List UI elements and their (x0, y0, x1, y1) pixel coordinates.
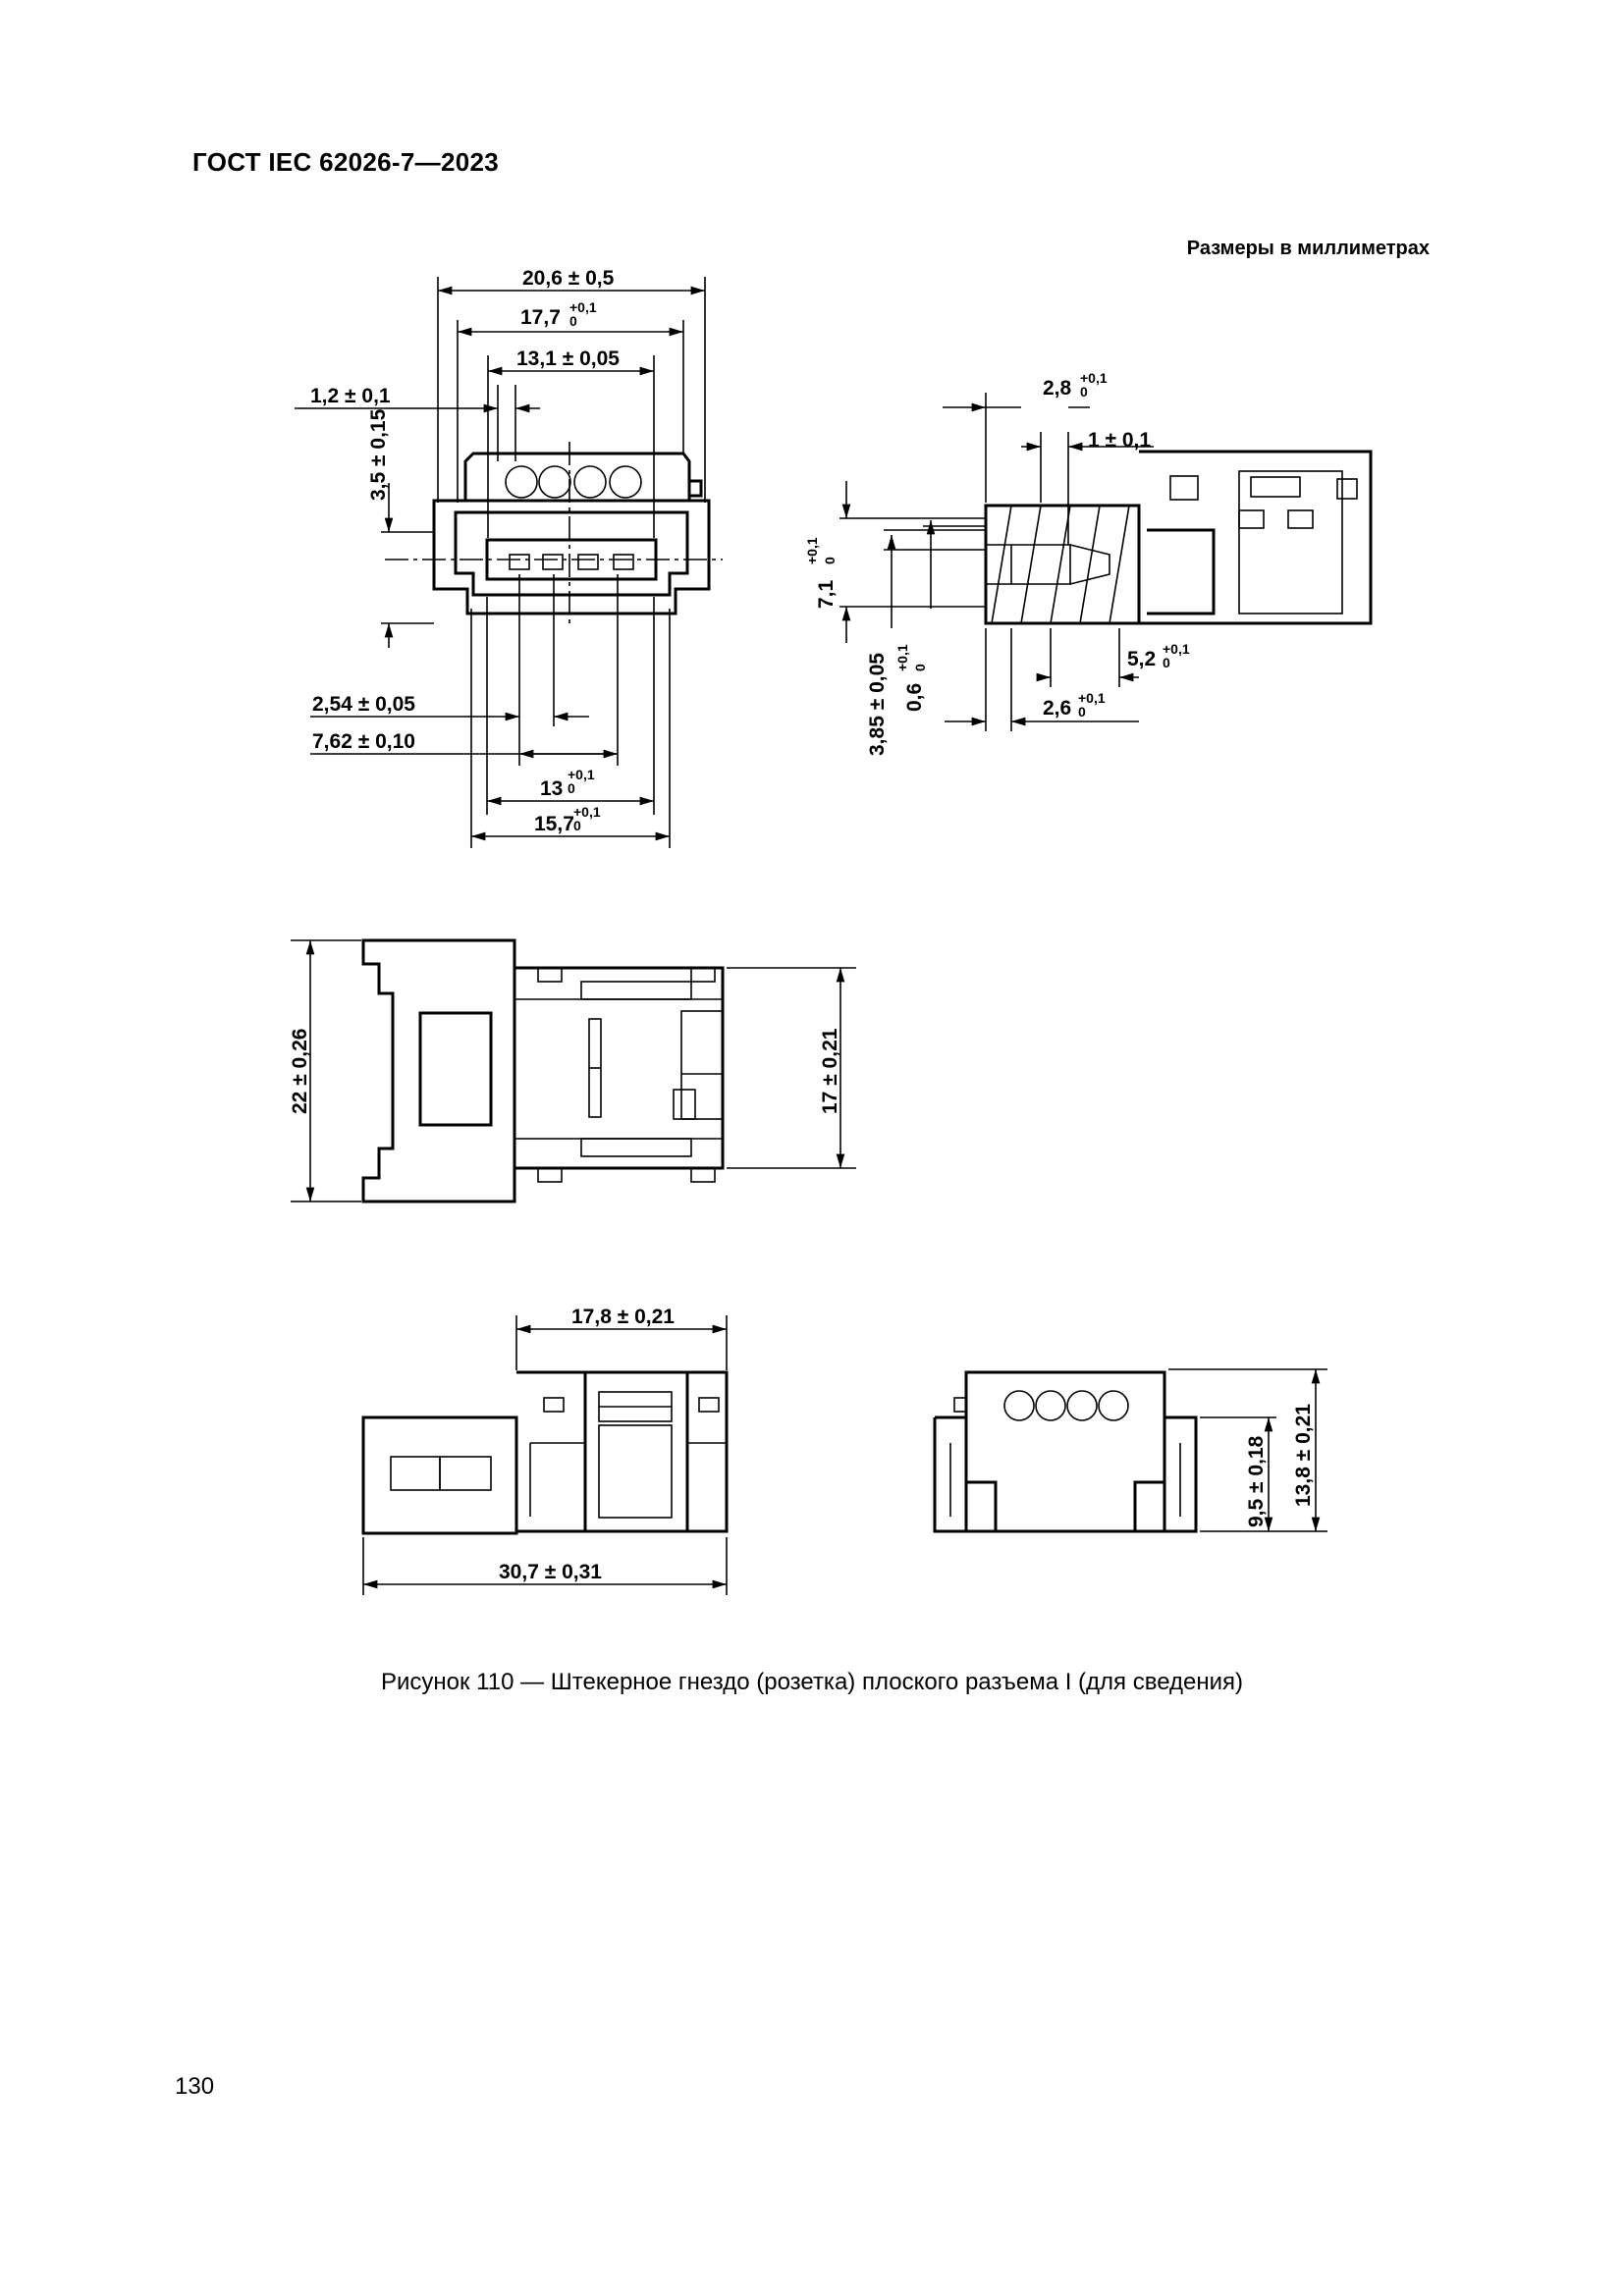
page-number: 130 (175, 2073, 215, 2100)
dim-5-2: 5,2 (1127, 648, 1157, 670)
dim-2-6-tol-lower: 0 (1078, 704, 1086, 720)
dim-17-7-tol-lower: 0 (569, 313, 577, 329)
dim-13-tol-lower: 0 (568, 780, 575, 796)
dim-15-7-tol-upper: +0,1 (573, 804, 601, 820)
dim-13-tol-upper: +0,1 (568, 767, 595, 782)
units-note: Размеры в миллиметрах (1186, 238, 1430, 259)
dim-0-6-tol-lower: 0 (912, 664, 928, 671)
dim-2-8: 2,8 (1043, 377, 1072, 400)
rear-view (935, 1369, 1327, 1531)
dim-2-8-tol-lower: 0 (1080, 384, 1088, 400)
dim-1: 1 ± 0,1 (1088, 429, 1152, 452)
document-header: ГОСТ IEC 62026-7—2023 (192, 147, 499, 177)
dim-7-1-tol-upper: +0,1 (804, 537, 820, 564)
dim-2-54: 2,54 ± 0,05 (312, 693, 415, 716)
dim-7-1: 7,1 (815, 579, 838, 609)
top-view (289, 940, 856, 1201)
dim-30-7: 30,7 ± 0,31 (499, 1561, 602, 1583)
dim-20-6: 20,6 ± 0,5 (522, 267, 615, 290)
dim-7-1-tol-lower: 0 (822, 557, 838, 564)
dim-1-2: 1,2 ± 0,1 (310, 385, 391, 407)
dim-13: 13 (540, 777, 564, 800)
dim-15-7: 15,7 (534, 813, 574, 835)
front-view (295, 267, 723, 848)
dim-13-1: 13,1 ± 0,05 (516, 347, 620, 370)
dim-0-6: 0,6 (903, 682, 926, 712)
side-section-view (804, 370, 1371, 756)
dim-3-5: 3,5 ± 0,15 (367, 408, 390, 501)
bottom-side-view (363, 1306, 727, 1595)
dim-13-8: 13,8 ± 0,21 (1292, 1404, 1315, 1507)
dim-2-8-tol-upper: +0,1 (1080, 370, 1108, 386)
dim-2-6-tol-upper: +0,1 (1078, 690, 1106, 706)
dim-9-5: 9,5 ± 0,18 (1245, 1435, 1268, 1527)
dim-17-7: 17,7 (520, 306, 561, 329)
dim-0-6-tol-upper: +0,1 (894, 644, 910, 671)
dim-2-6: 2,6 (1043, 697, 1072, 720)
dim-17: 17 ± 0,21 (819, 1028, 841, 1114)
dim-17-7-tol-upper: +0,1 (569, 299, 597, 315)
dim-5-2-tol-upper: +0,1 (1163, 641, 1190, 657)
dim-5-2-tol-lower: 0 (1163, 655, 1170, 670)
dim-22: 22 ± 0,26 (289, 1028, 311, 1114)
dim-15-7-tol-lower: 0 (573, 818, 581, 833)
dim-17-8: 17,8 ± 0,21 (571, 1306, 675, 1328)
dim-7-62: 7,62 ± 0,10 (312, 730, 415, 753)
figure-caption: Рисунок 110 — Штекерное гнездо (розетка) плоского разъема I (для сведения) (380, 1669, 1244, 1695)
dim-3-85: 3,85 ± 0,05 (866, 653, 889, 756)
